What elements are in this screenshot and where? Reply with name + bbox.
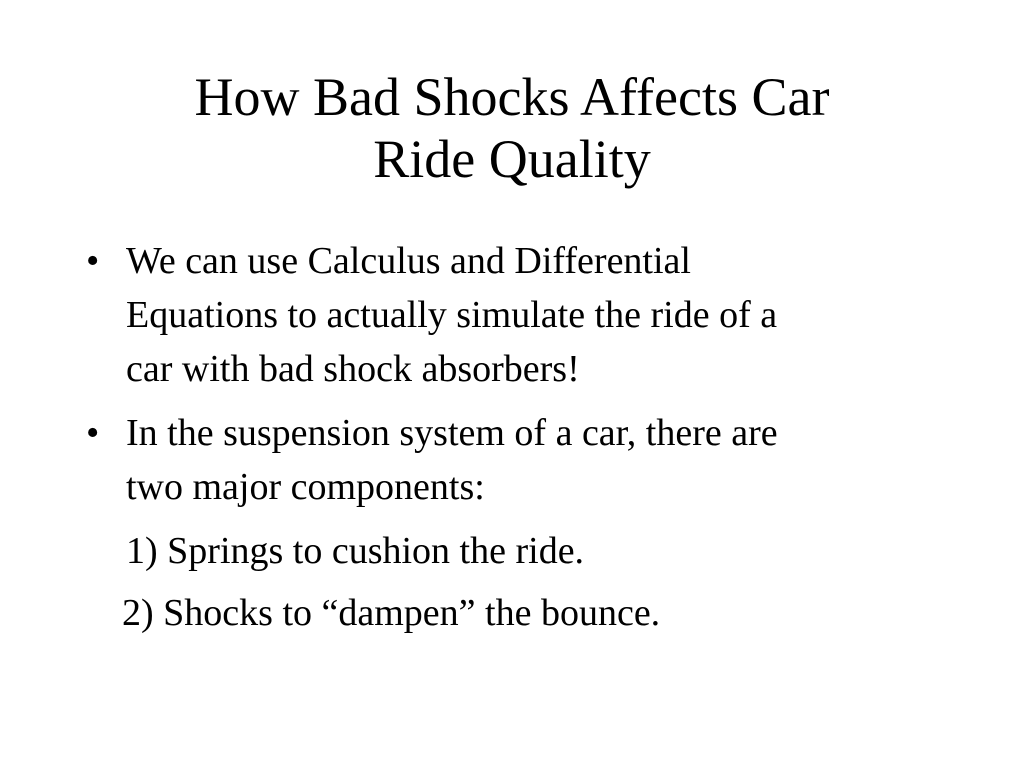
sub-item-springs: 1) Springs to cushion the ride. (126, 530, 585, 572)
slide-title-line-2: Ride Quality (373, 129, 651, 189)
sub-item-shocks: 2) Shocks to “dampen” the bounce. (122, 592, 661, 634)
bullet-1-line-1: We can use Calculus and Differential (126, 240, 691, 282)
bullet-marker: • (86, 412, 100, 454)
bullet-1-line-2: Equations to actually simulate the ride of a (126, 294, 778, 336)
bullet-2-line-2: two major components: (126, 466, 485, 508)
bullet-item-2 (86, 406, 966, 514)
slide-body (86, 234, 966, 640)
bullet-1-line-3: car with bad shock absorbers! (126, 348, 580, 390)
slide-title-line-1: How Bad Shocks Affects Car (194, 67, 830, 127)
bullet-item-1 (86, 234, 966, 396)
bullet-marker: • (86, 240, 100, 282)
slide-title (0, 66, 1024, 190)
bullet-2-line-1: In the suspension system of a car, there are (126, 412, 778, 454)
